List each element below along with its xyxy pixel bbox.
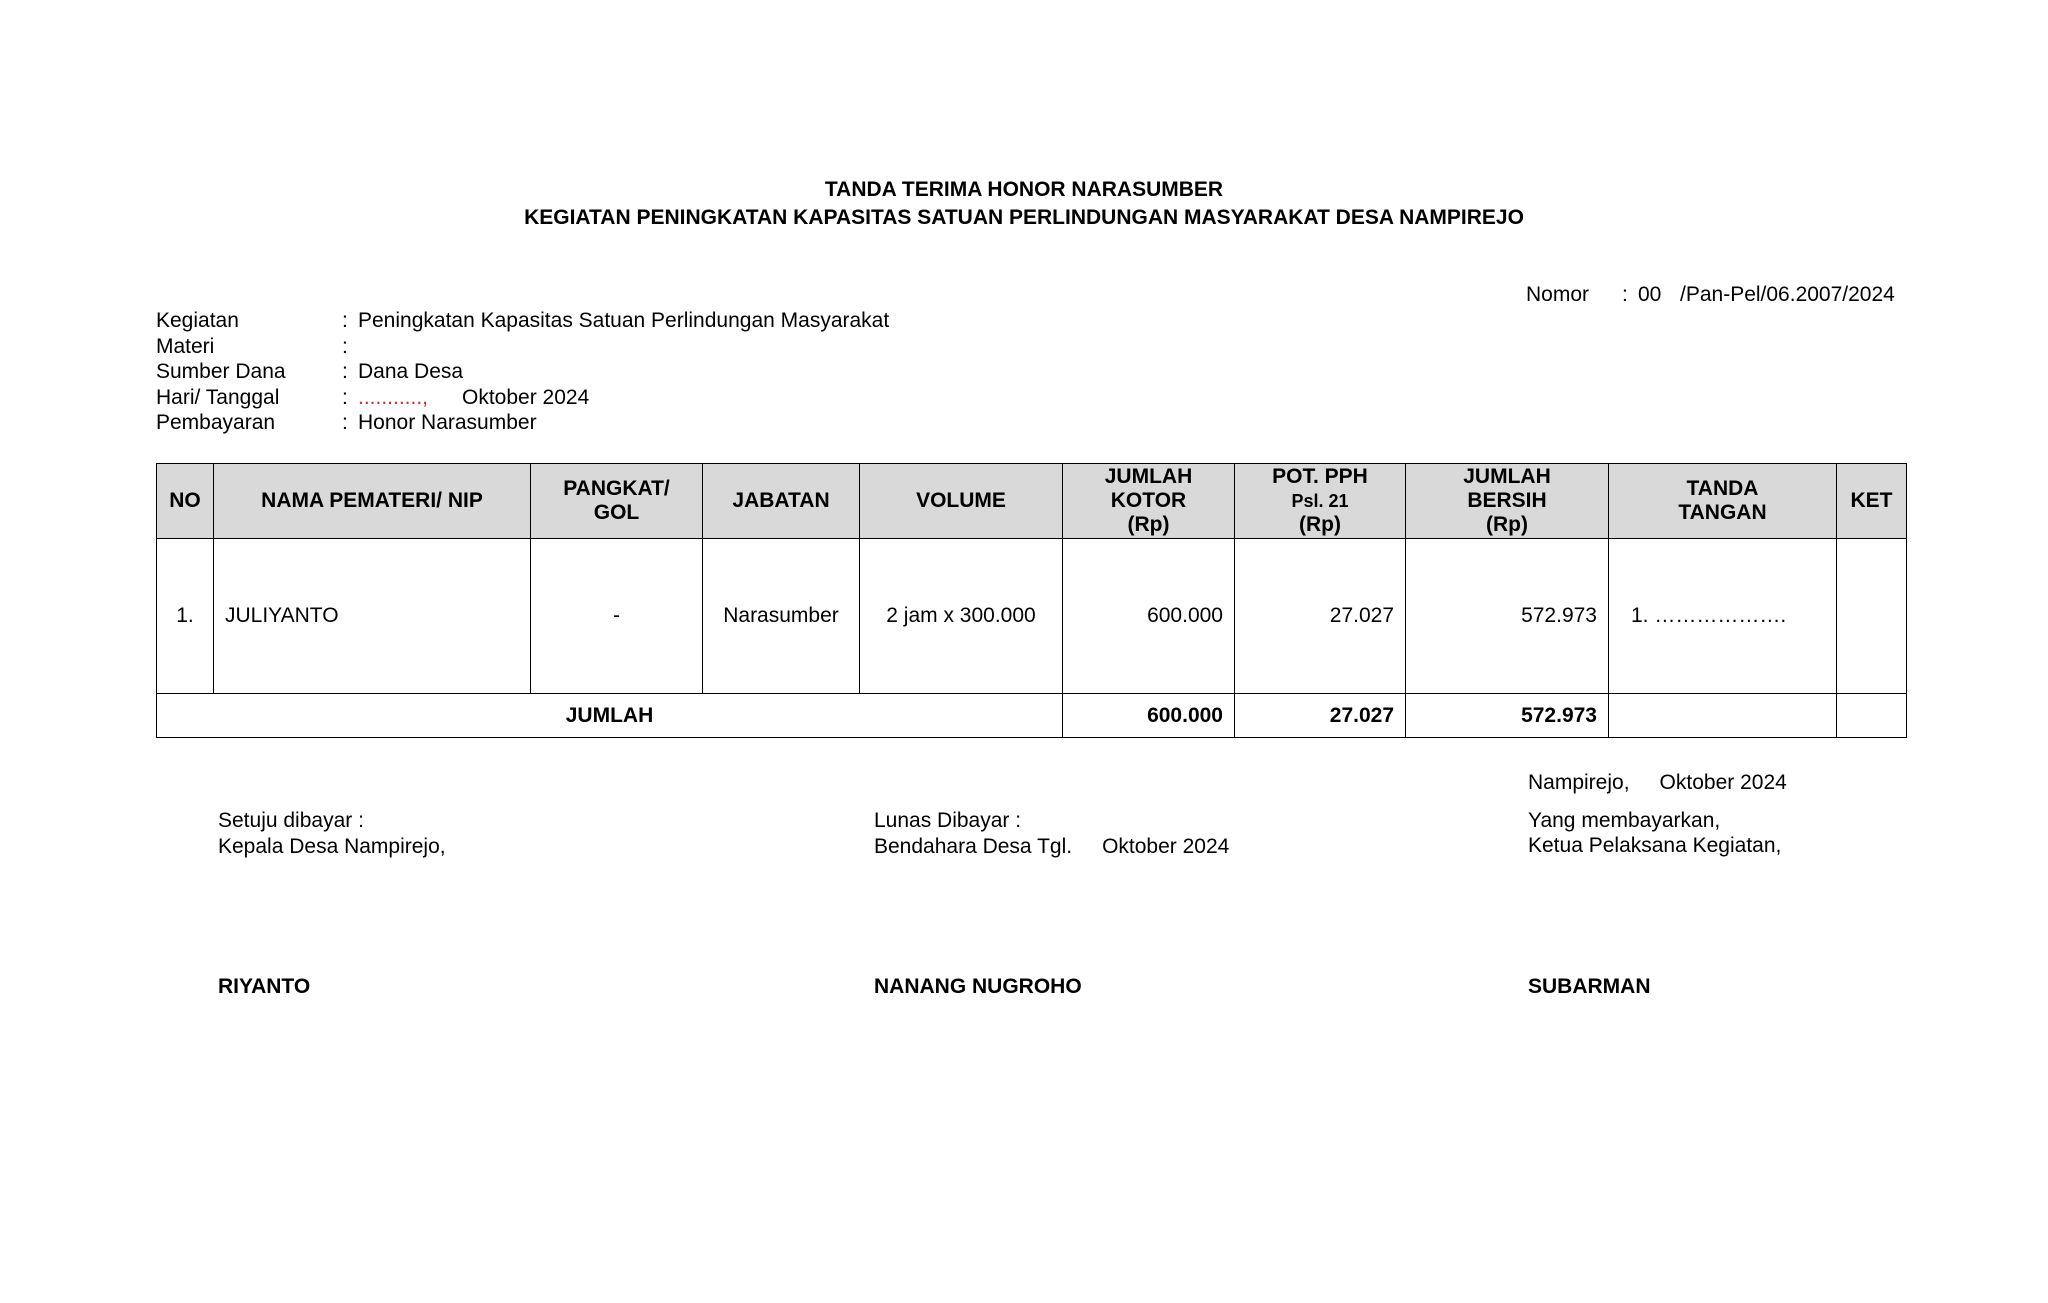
hari-tanggal-value: Oktober 2024 — [462, 385, 590, 409]
header-jumlah-kotor: JUMLAH KOTOR (Rp) — [1063, 464, 1235, 539]
ketua-line1: Yang membayarkan, — [1528, 808, 1721, 832]
kegiatan-colon: : — [342, 309, 348, 332]
signature-kepala-desa — [218, 808, 446, 859]
total-pot-pph: 27.027 — [1235, 694, 1406, 738]
name-bendahara: NANANG NUGROHO — [874, 975, 1082, 998]
cell-tanda-tangan: 1. ………………. — [1609, 539, 1837, 694]
table-header-row — [157, 464, 1907, 539]
cell-no: 1. — [157, 539, 214, 694]
signature-ketua — [1528, 770, 1787, 859]
cell-pot-pph: 27.027 — [1235, 539, 1406, 694]
header-tanda-tangan: TANDA TANGAN — [1609, 464, 1837, 539]
nomor-label: Nomor — [1526, 283, 1590, 306]
cell-jabatan: Narasumber — [703, 539, 860, 694]
header-ket: KET — [1837, 464, 1907, 539]
sumber-dana-value: Dana Desa — [358, 360, 464, 383]
table-total-row — [157, 694, 1907, 738]
place-date-value: Oktober 2024 — [1659, 771, 1787, 794]
total-ket — [1837, 694, 1907, 738]
place-label: Nampirejo, — [1528, 771, 1630, 794]
ketua-line2: Ketua Pelaksana Kegiatan, — [1528, 834, 1782, 857]
header-jabatan: JABATAN — [703, 464, 860, 539]
cell-ket — [1837, 539, 1907, 694]
header-nama: NAMA PEMATERI/ NIP — [214, 464, 531, 539]
info-row-kegiatan — [156, 308, 889, 334]
bendahara-line2-wrap — [874, 834, 1229, 860]
cell-jumlah-kotor: 600.000 — [1063, 539, 1235, 694]
pembayaran-value: Honor Narasumber — [358, 411, 537, 434]
hari-tanggal-colon: : — [342, 385, 348, 409]
table-row — [157, 539, 1907, 694]
nomor-number: 00 — [1638, 283, 1662, 306]
cell-pangkat: - — [531, 539, 703, 694]
bendahara-line2: Bendahara Desa Tgl. — [874, 834, 1073, 858]
name-ketua: SUBARMAN — [1528, 975, 1651, 998]
info-row-materi — [156, 334, 889, 360]
info-block — [156, 308, 889, 436]
bendahara-date: Oktober 2024 — [1102, 834, 1230, 858]
info-row-sumber-dana — [156, 359, 889, 385]
header-pot-pph: POT. PPH Psl. 21 (Rp) — [1235, 464, 1406, 539]
header-volume: VOLUME — [860, 464, 1063, 539]
total-tanda-tangan — [1609, 694, 1837, 738]
materi-colon: : — [342, 334, 348, 358]
place-date-line — [1528, 770, 1787, 796]
sumber-dana-colon: : — [342, 360, 348, 383]
total-jumlah-bersih: 572.973 — [1406, 694, 1609, 738]
honor-table — [156, 463, 1907, 738]
header-pangkat: PANGKAT/ GOL — [531, 464, 703, 539]
header-jumlah-bersih: JUMLAH BERSIH (Rp) — [1406, 464, 1609, 539]
bendahara-line1: Lunas Dibayar : — [874, 809, 1022, 832]
cell-jumlah-bersih: 572.973 — [1406, 539, 1609, 694]
nomor-line — [1526, 283, 1895, 307]
hari-tanggal-dots: ..........., — [358, 385, 429, 409]
kegiatan-label: Kegiatan — [156, 309, 239, 332]
document-subtitle: KEGIATAN PENINGKATAN KAPASITAS SATUAN PERLINDUNGAN MASYARAKAT DESA NAMPIREJO — [524, 206, 1524, 229]
document-title: TANDA TERIMA HONOR NARASUMBER — [824, 178, 1224, 201]
pembayaran-colon: : — [342, 411, 348, 434]
pembayaran-label: Pembayaran — [156, 411, 276, 434]
kegiatan-value: Peningkatan Kapasitas Satuan Perlindungan Masyarakat — [358, 309, 890, 332]
kepala-line1: Setuju dibayar : — [218, 809, 364, 832]
signature-bendahara — [874, 808, 1229, 859]
hari-tanggal-label: Hari/ Tanggal — [156, 385, 280, 409]
cell-volume: 2 jam x 300.000 — [860, 539, 1063, 694]
materi-label: Materi — [156, 334, 215, 358]
sumber-dana-label: Sumber Dana — [156, 360, 286, 383]
total-label: JUMLAH — [157, 694, 1063, 738]
name-kepala-desa: RIYANTO — [218, 975, 311, 998]
nomor-suffix: /Pan-Pel/06.2007/2024 — [1680, 283, 1895, 306]
info-row-hari-tanggal — [156, 385, 889, 411]
header-no: NO — [157, 464, 214, 539]
nomor-colon: : — [1622, 283, 1628, 306]
total-jumlah-kotor: 600.000 — [1063, 694, 1235, 738]
cell-nama: JULIYANTO — [214, 539, 531, 694]
kepala-line2: Kepala Desa Nampirejo, — [218, 834, 446, 858]
info-row-pembayaran — [156, 410, 889, 436]
